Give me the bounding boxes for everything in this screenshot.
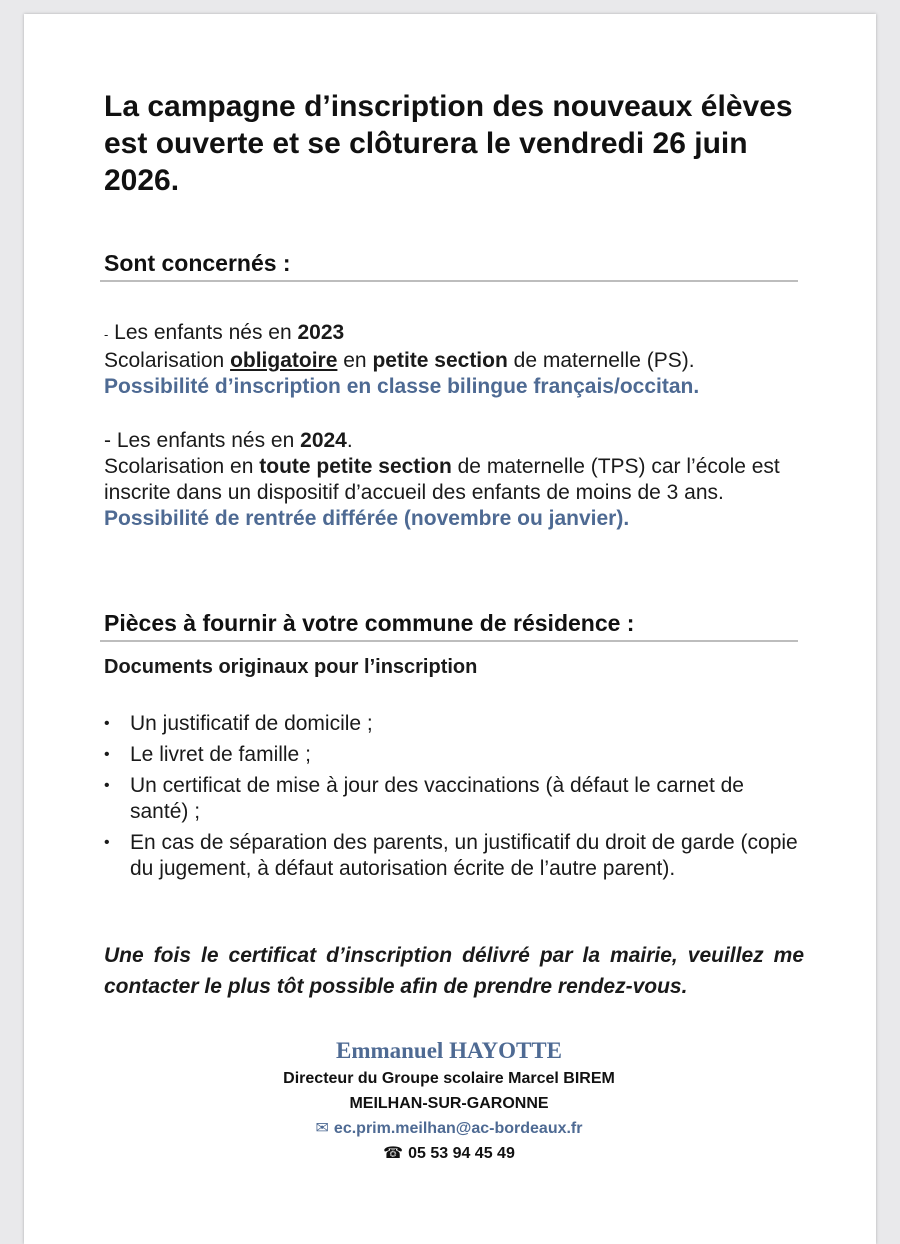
group2-note: Possibilité de rentrée différée (novembre ou janvier).	[104, 507, 630, 530]
bullet-icon: •	[104, 715, 110, 732]
section-name: toute petite section	[259, 455, 452, 478]
mandatory-word: obligatoire	[230, 349, 338, 372]
envelope-icon: ✉	[315, 1120, 329, 1137]
concerned-group-2024	[104, 428, 804, 532]
document-page	[24, 14, 876, 1244]
documents-list	[104, 711, 804, 887]
documents-subtitle: Documents originaux pour l’inscription	[104, 656, 478, 678]
email-link[interactable]: ec.prim.meilhan@ac-bordeaux.fr	[333, 1120, 583, 1137]
closing-note: Une fois le certificat d’inscription délivré par la mairie, veuillez me contacter le plus tôt possible afin de prendre rendez-vous.	[104, 944, 804, 998]
signature-block	[104, 1036, 794, 1166]
phone-line	[104, 1141, 794, 1166]
concerned-title: Sont concernés :	[104, 250, 291, 276]
documents-title: Pièces à fournir à votre commune de résidence :	[104, 610, 635, 636]
headline: La campagne d’inscription des nouveaux élèves est ouverte et se clôturera le vendredi 26 juin 2026.	[104, 90, 793, 197]
bullet-icon: •	[104, 834, 110, 851]
signatory-town: MEILHAN-SUR-GARONNE	[349, 1095, 549, 1112]
group2-line1: - Les enfants nés en 2024.	[104, 429, 353, 452]
list-item: • En cas de séparation des parents, un justificatif du droit de garde (copie du jugement, à défaut autorisation écrite de l’autre parent).	[104, 831, 798, 880]
section-divider	[100, 280, 798, 282]
bullet-icon: •	[104, 777, 110, 794]
section-name: petite section	[372, 349, 508, 372]
signatory-role: Directeur du Groupe scolaire Marcel BIREM	[283, 1070, 615, 1087]
list-item: • Un justificatif de domicile ;	[104, 712, 373, 735]
email-line	[104, 1116, 794, 1141]
bullet-icon: •	[104, 746, 110, 763]
group2-line2: Scolarisation en toute petite section de maternelle (TPS) car l’école est inscrite dans un dispositif d’accueil des enfants de moins de 3 ans.	[104, 455, 780, 504]
list-item: • Un certificat de mise à jour des vaccinations (à défaut le carnet de santé) ;	[104, 774, 744, 823]
group1-dash: -	[104, 327, 109, 342]
group1-year: 2023	[297, 321, 345, 344]
group1-line1: - Les enfants nés en 2023	[104, 321, 345, 344]
list-item: • Le livret de famille ;	[104, 743, 311, 766]
section-divider	[100, 640, 798, 642]
concerned-group-2023	[104, 320, 804, 400]
group2-year: 2024	[300, 429, 347, 452]
signatory-name: Emmanuel HAYOTTE	[335, 1038, 562, 1063]
phone-number: 05 53 94 45 49	[408, 1145, 515, 1162]
group1-line2: Scolarisation obligatoire en petite section de maternelle (PS).	[104, 349, 695, 372]
phone-icon: ☎	[383, 1145, 404, 1162]
group1-note: Possibilité d’inscription en classe bilingue français/occitan.	[104, 375, 700, 398]
